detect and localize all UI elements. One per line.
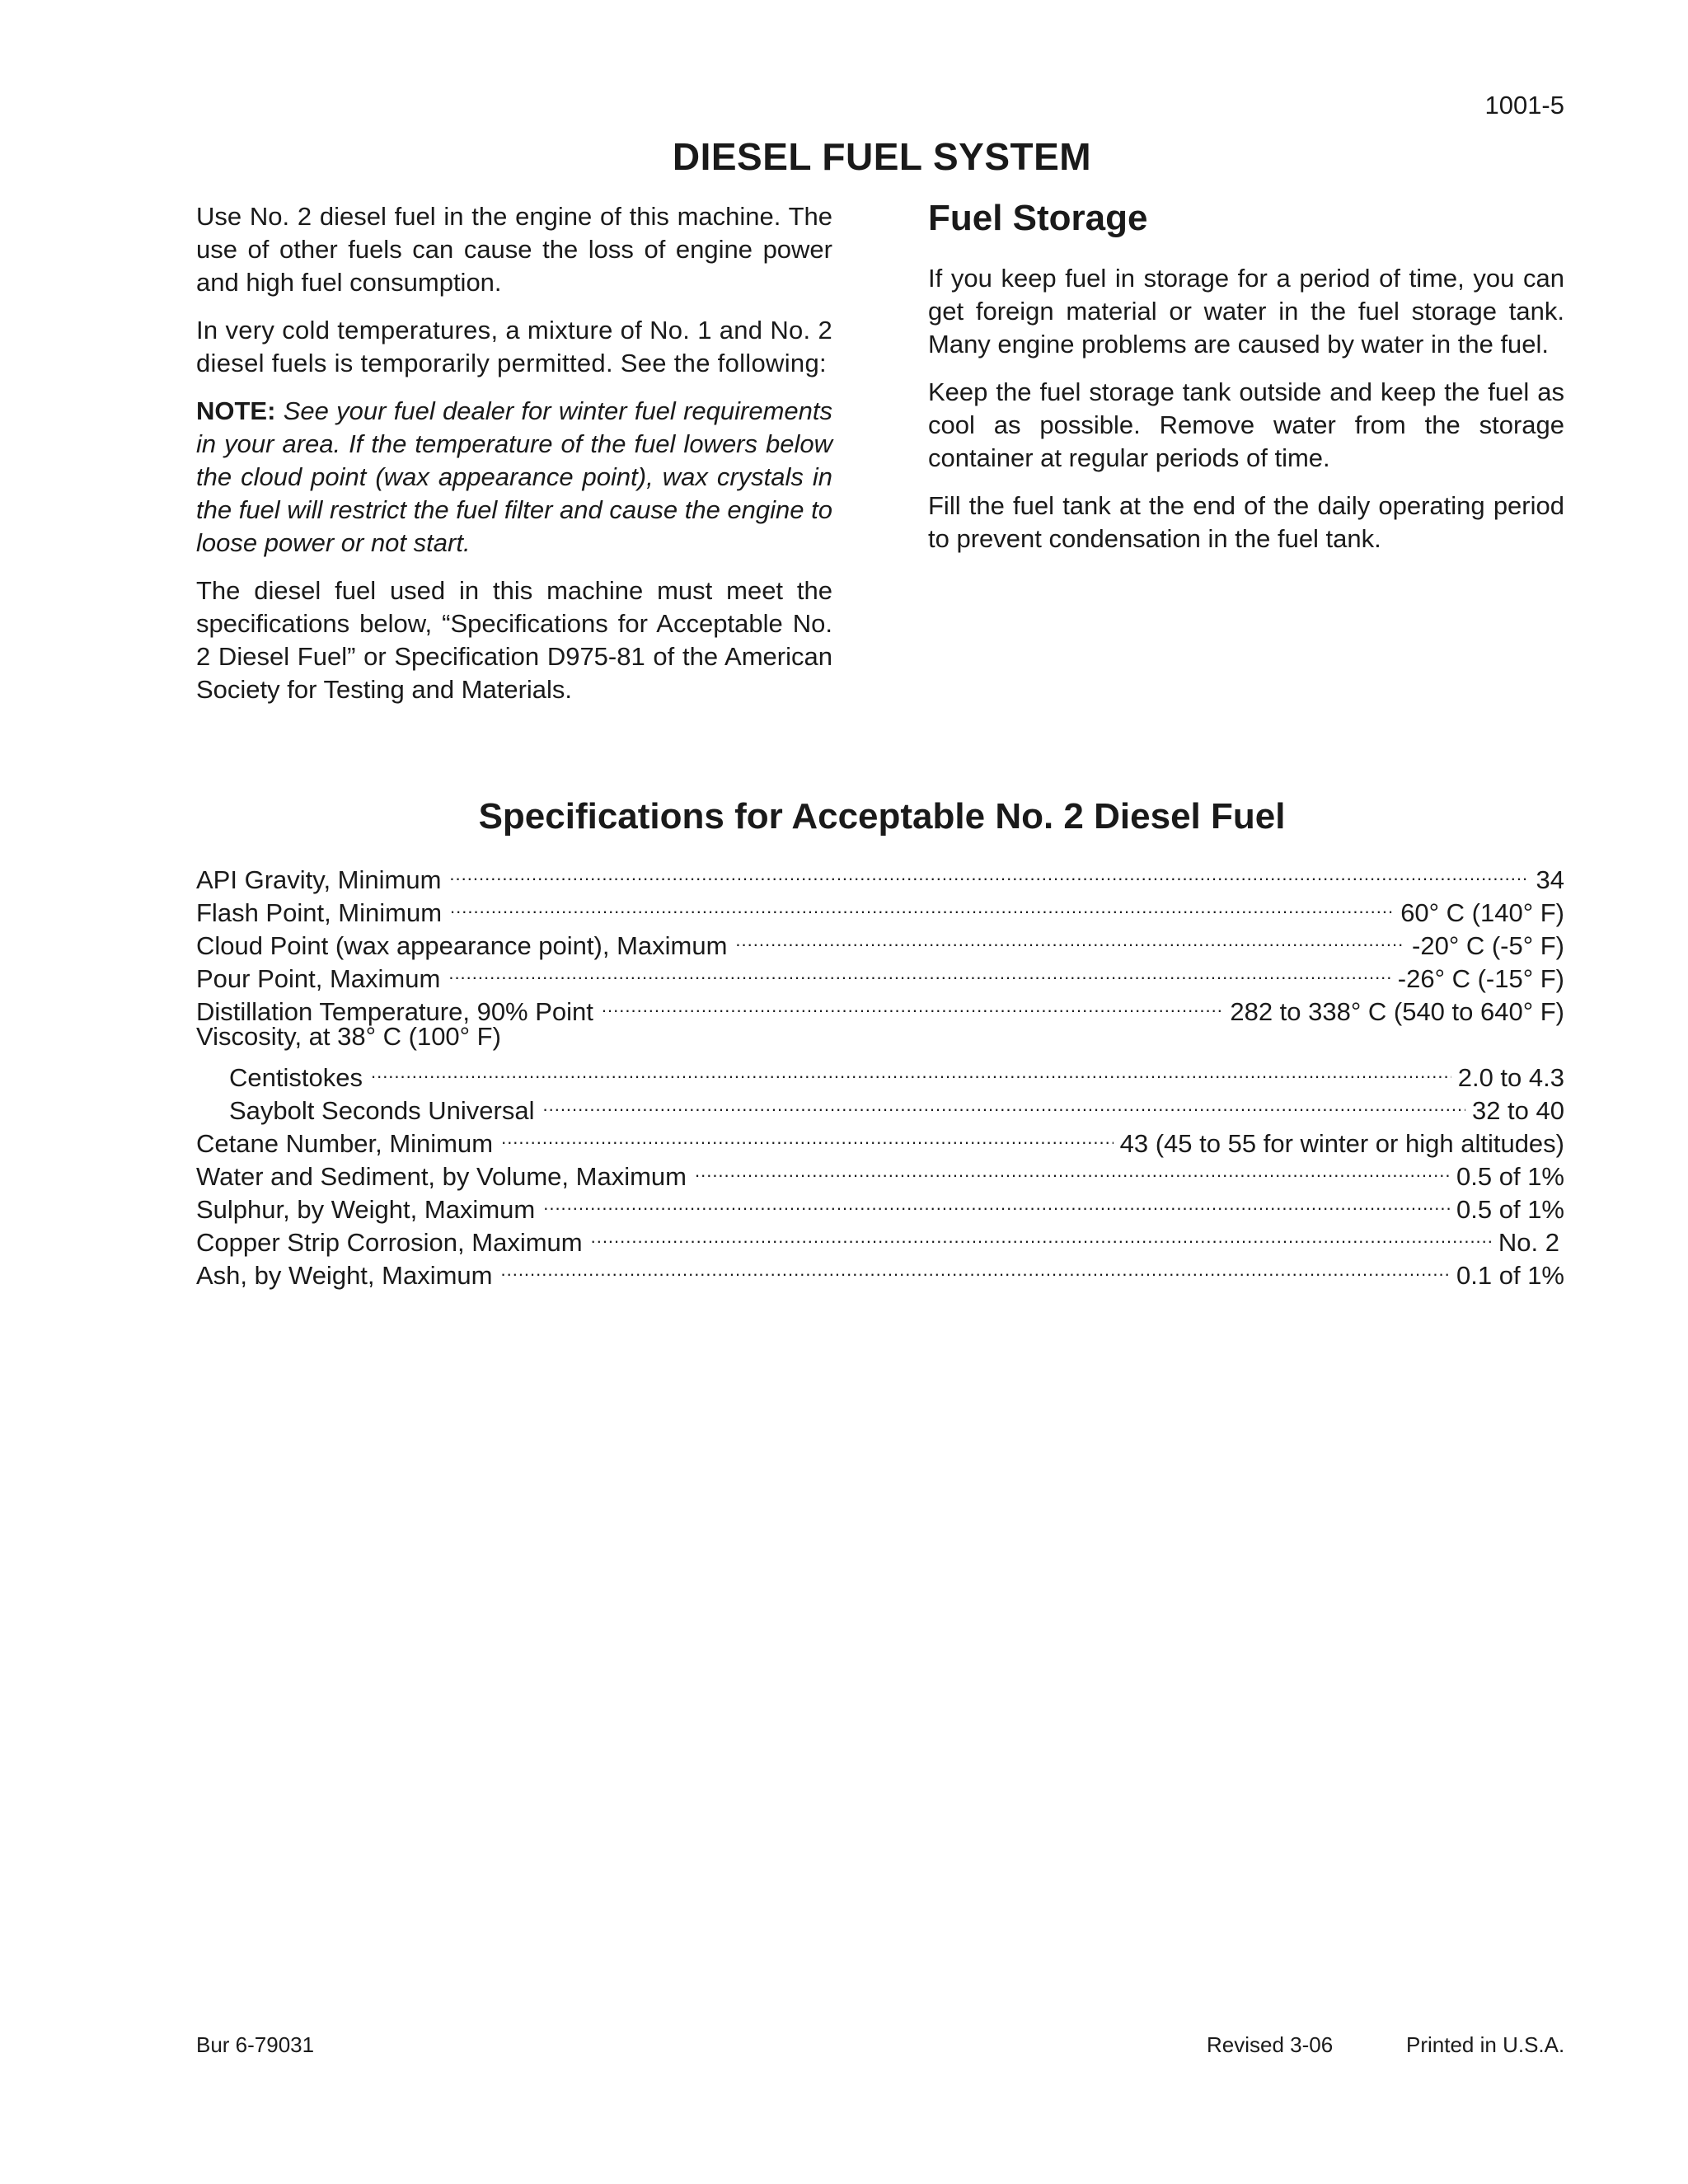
spec-value: 43 (45 to 55 for winter or high altitudes) — [1119, 1129, 1564, 1158]
page-number: 1001-5 — [1484, 91, 1564, 120]
spec-label: Centistokes — [229, 1063, 363, 1092]
dot-leader — [371, 1053, 1451, 1086]
spec-value: 0.5 of 1% — [1456, 1162, 1564, 1191]
spec-value: 60° C (140° F) — [1400, 898, 1564, 927]
spec-label: Viscosity, at 38° C (100° F) — [196, 1022, 501, 1051]
footer-printed: Printed in U.S.A. — [1406, 2032, 1565, 2057]
page-title: DIESEL FUEL SYSTEM — [672, 135, 1092, 178]
footer-revised: Revised 3-06 — [1207, 2032, 1334, 2057]
spec-label: Sulphur, by Weight, Maximum — [196, 1195, 536, 1224]
spec-value: No. 2 — [1498, 1228, 1559, 1257]
dot-leader — [591, 1218, 1492, 1251]
spec-label: Copper Strip Corrosion, Maximum — [196, 1228, 583, 1257]
dot-leader — [735, 921, 1405, 954]
spec-label: Cloud Point (wax appearance point), Maximum — [196, 931, 728, 960]
dot-leader — [500, 1251, 1450, 1284]
dot-leader — [501, 1119, 1114, 1152]
specifications-title: Specifications for Acceptable No. 2 Diesel Fuel — [478, 796, 1286, 837]
spec-label: Distillation Temperature, 90% Point — [196, 997, 593, 1026]
dot-leader — [542, 1086, 1465, 1119]
note-label: NOTE: — [196, 396, 276, 425]
dot-leader — [449, 855, 1529, 888]
spec-row — [196, 1086, 1564, 1125]
spec-label: Ash, by Weight, Maximum — [196, 1261, 493, 1290]
cold-temperature-paragraph: In very cold temperatures, a mixture of No. 1 and No. 2 diesel fuels is temporarily permitted. See the following: — [196, 316, 832, 377]
spec-value: 0.1 of 1% — [1456, 1261, 1564, 1290]
spec-value: 32 to 40 — [1471, 1096, 1564, 1125]
spec-label: Pour Point, Maximum — [196, 964, 441, 993]
dot-leader — [450, 888, 1394, 921]
spec-label: Cetane Number, Minimum — [196, 1129, 494, 1158]
spec-value: 282 to 338° C (540 to 640° F) — [1230, 997, 1564, 1026]
spec-label: Saybolt Seconds Universal — [229, 1096, 535, 1125]
dot-leader — [543, 1185, 1450, 1218]
note-text: See your fuel dealer for winter fuel requirements in your area. If the temperature of the fuel lowers below the cloud point (wax appearance point), wax crystals in the fuel will restrict the fuel filter and cause the engine to loose power or not start. — [196, 396, 832, 557]
spec-value: -20° C (-5° F) — [1412, 931, 1564, 960]
dot-leader — [448, 954, 1390, 987]
left-column — [196, 200, 832, 721]
storage-paragraph-3: Fill the fuel tank at the end of the daily operating period to prevent condensation in the fuel tank. — [928, 491, 1564, 553]
spec-label: Water and Sediment, by Volume, Maximum — [196, 1162, 687, 1191]
spec-row — [196, 1053, 1564, 1092]
specifications-list — [196, 855, 1564, 1290]
footer-document-id: Bur 6-79031 — [196, 2032, 315, 2057]
spec-label: Flash Point, Minimum — [196, 898, 443, 927]
fuel-storage-heading: Fuel Storage — [928, 198, 1148, 238]
spec-value: -26° C (-15° F) — [1397, 964, 1564, 993]
spec-value: 34 — [1536, 865, 1564, 894]
specification-paragraph: The diesel fuel used in this machine must meet the specifications below, “Specifications for Acceptable No. 2 Diesel Fuel” or Specification D975-81 of the American Society for Testing and Materials. — [196, 576, 832, 704]
dot-leader — [695, 1152, 1450, 1185]
note-paragraph — [196, 395, 832, 560]
storage-paragraph-1: If you keep fuel in storage for a period of time, you can get foreign material or water in the fuel storage tank. Many engine problems are caused by water in the fuel. — [928, 264, 1564, 359]
right-column — [928, 196, 1564, 570]
intro-paragraph: Use No. 2 diesel fuel in the engine of this machine. The use of other fuels can cause the loss of engine power and high fuel consumption. — [196, 202, 832, 297]
spec-value: 2.0 to 4.3 — [1457, 1063, 1564, 1092]
spec-value: 0.5 of 1% — [1456, 1195, 1564, 1224]
spec-label: API Gravity, Minimum — [196, 865, 442, 894]
spec-row — [196, 855, 1564, 894]
dot-leader — [602, 987, 1223, 1020]
storage-paragraph-2: Keep the fuel storage tank outside and keep the fuel as cool as possible. Remove water from the storage container at regular periods of time. — [928, 377, 1564, 472]
